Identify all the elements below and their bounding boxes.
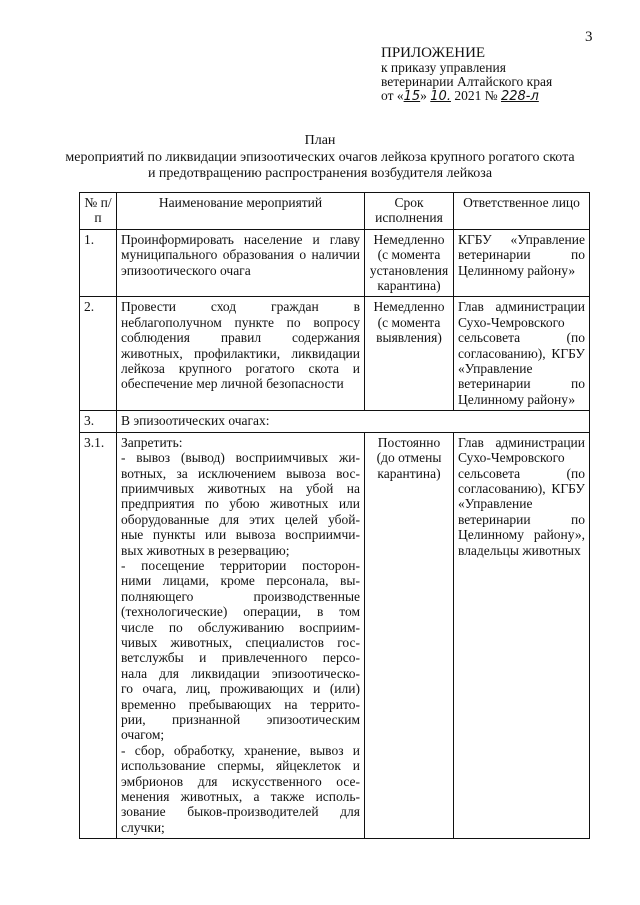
date-mid: » [420,88,431,103]
action-line: эмбрионов для искусственного осе- [121,773,360,789]
action-line: рии, признанной эпизоотическим [121,712,360,727]
action-line: нала для ликвидации эпизоотическо- [121,665,360,681]
table-header-row [80,193,590,230]
plan-table [79,192,590,839]
table-row [80,432,590,839]
date-month: 10. [430,89,451,104]
action-line: Запретить: [121,434,183,450]
table-row [80,229,590,297]
plan-title: План [304,133,336,148]
table-row [80,297,590,411]
header-action: Наименование мероприятий [117,193,365,230]
row-num: 3. [80,411,117,432]
action-line: вых животных в резервацию; [121,542,290,558]
action-line: - посещение территории посторон- [121,557,360,573]
page-number: 3 [585,29,593,45]
appendix-date-line [381,89,552,104]
action-line: зование быков-производителей для [121,804,360,820]
appendix-block [381,46,552,104]
row-action: Провести сход граждан в неблагополучном пункте по вопросу соблюдения правил содержания животных, профилактики, ликвидации лейкоза крупного рогатого скота и обеспечение мер личной безопасности [117,297,365,411]
action-line: ные пункты или вывоза восприимчи- [121,527,360,543]
date-day: 15 [403,89,421,104]
table-row [80,411,590,432]
action-line: полняющего производственные [121,588,360,604]
header-responsible: Ответственное лицо [454,193,590,230]
row-responsible: Глав администрации Сухо-Чемровского сельсовета (по согласованию), КГБУ «Управление ветеринарии по Целинному району», владельцы животных [454,432,590,839]
action-line: очагом; [121,727,165,743]
date-prefix: от « [381,88,404,103]
row-action: Проинформировать население и главу муниципального образования о наличии эпизоотического очага [117,229,365,297]
action-line: числе по обслуживанию восприим- [121,619,360,635]
action-line: случки; [121,819,165,835]
row-responsible: Глав администрации Сухо-Чемровского сельсовета (по согласованию), КГБУ «Управление ветеринарии по Целинному району» [454,297,590,411]
row-num: 2. [80,297,117,411]
action-line: ними лицами, кроме персонала, вы- [121,573,360,589]
plan-subtitle-line-1: мероприятий по ликвидации эпизоотических очагов лейкоза крупного рогатого скота [65,150,575,165]
row-term: Немедленно (с момента выявления) [365,297,454,411]
appendix-line-1: к приказу управления [381,60,506,75]
action-line: чивых животных, специалистов гос- [121,634,360,650]
row-term: Немедленно (с момента установления карантина) [365,229,454,297]
action-line: го очага, лиц, проживающих и (или) [121,681,360,697]
action-line: приимчивых животных на убой на [121,480,360,496]
action-line: - вывоз (вывод) восприимчивых жи- [121,450,360,466]
action-line: оборудованные для этих целей убой- [121,511,360,527]
action-line: (технологические) операции, в том [121,604,360,620]
row-num: 3.1. [80,432,117,839]
appendix-line-2: ветеринарии Алтайского края [381,74,553,89]
plan-subtitle-line-2: и предотвращению распространения возбудителя лейкоза [147,166,493,181]
action-line: вотных, за исключением вывоза вос- [121,465,360,481]
row-num: 1. [80,229,117,297]
appendix-title: ПРИЛОЖЕНИЕ [381,45,486,61]
header-term: Срок исполнения [365,193,454,230]
order-number: 228-л [500,89,539,104]
row-responsible: КГБУ «Управление ветеринарии по Целинному району» [454,229,590,297]
date-year: 2021 № [450,88,501,103]
row-action: В эпизоотических очагах: [117,411,590,432]
action-line: - сбор, обработку, хранение, вывоз и [121,742,360,758]
action-line: временно пребывающих на террито- [121,696,360,712]
action-line: использование спермы, яйцеклеток и [121,758,360,774]
action-line: ветслужбы и привлеченного персо- [121,650,360,666]
row-action [117,432,365,839]
action-line: предприятия по убою животных или [121,496,360,512]
action-line: менения животных, а также исполь- [121,789,360,805]
row-term: Постоянно (до отмены карантина) [365,432,454,839]
header-num: № п/п [80,193,117,230]
